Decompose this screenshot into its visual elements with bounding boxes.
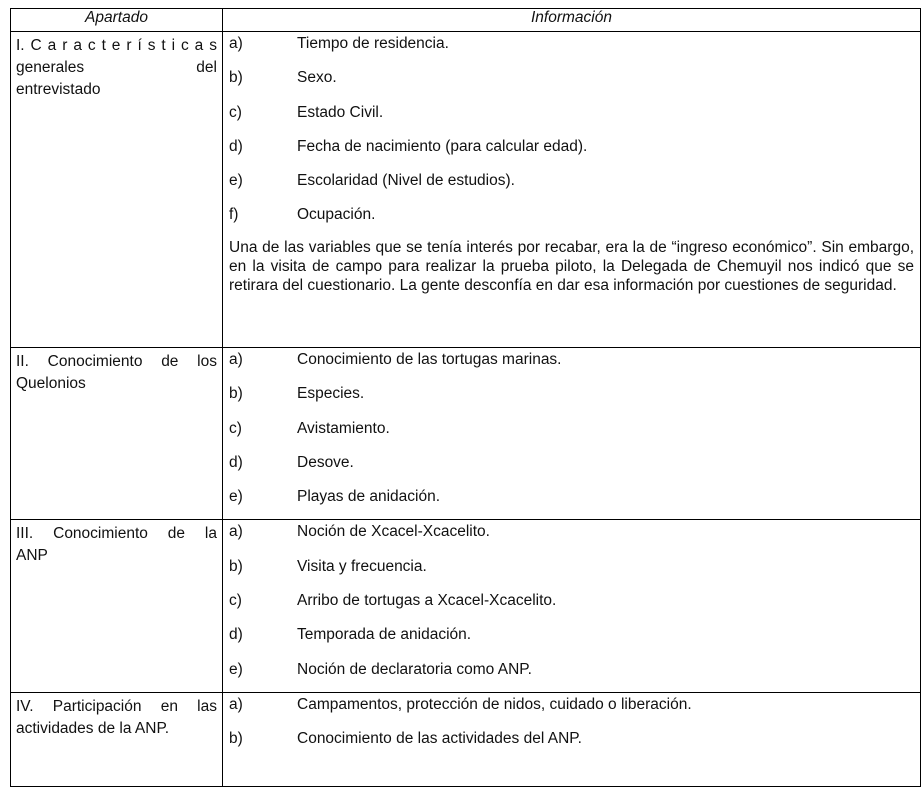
section-title-line: II. Conocimiento de los	[16, 353, 217, 370]
item-letter: e)	[229, 172, 243, 190]
section-title-line: IV. Participación en las	[16, 697, 217, 715]
section-row	[11, 692, 921, 786]
list-item	[223, 382, 920, 416]
header-apartado: Apartado	[11, 9, 223, 32]
list-item	[223, 417, 920, 451]
item-letter: c)	[229, 592, 242, 610]
section-note: Una de las variables que se tenía interés por recabar, era la de “ingreso económico”. Sin embargo, en la visita de campo para realizar la prueba piloto, la Delegada de Chemuyil nos indicó que se retirara del cuestionario. La gente desconfía en dar esa información por cuestiones de seguridad.	[229, 238, 914, 294]
section-title	[11, 520, 223, 692]
survey-structure-table	[10, 8, 921, 787]
item-letter: f)	[229, 206, 239, 224]
section-title-line: I. C a r a c t e r í s t i c a s	[16, 37, 217, 54]
item-letter: a)	[229, 523, 243, 541]
item-letter: d)	[229, 137, 243, 155]
section-title-line: generales del	[16, 59, 217, 76]
item-letter: a)	[229, 351, 243, 368]
section-row	[11, 348, 921, 520]
list-item	[223, 66, 920, 100]
item-text: Playas de anidación.	[297, 488, 441, 506]
item-letter: b)	[229, 557, 243, 575]
header-row	[11, 9, 921, 32]
list-item	[223, 727, 920, 761]
item-letter: d)	[229, 626, 243, 644]
list-item	[223, 623, 920, 657]
item-text: Desove.	[297, 453, 354, 471]
item-letter: a)	[229, 695, 243, 713]
list-item	[223, 203, 920, 237]
section-title-line: III. Conocimiento de la	[16, 525, 217, 543]
list-item	[223, 555, 920, 589]
item-text: Fecha de nacimiento (para calcular edad).	[297, 137, 588, 155]
item-letter: c)	[229, 103, 242, 121]
list-item	[223, 348, 920, 382]
item-letter: b)	[229, 69, 243, 87]
list-item	[223, 32, 920, 66]
item-letter: e)	[229, 660, 243, 678]
list-item	[223, 658, 920, 692]
item-letter: c)	[229, 419, 242, 437]
header-informacion: Información	[223, 9, 921, 32]
item-text: Campamentos, protección de nidos, cuidado o liberación.	[297, 695, 692, 713]
item-text: Noción de Xcacel-Xcacelito.	[297, 523, 490, 541]
section-title	[11, 692, 223, 786]
section-info	[223, 348, 921, 520]
section-title-line: actividades de la ANP.	[16, 719, 170, 737]
list-item	[223, 693, 920, 727]
section-row	[11, 520, 921, 692]
section-info	[223, 692, 921, 786]
list-item	[223, 485, 920, 519]
item-letter: d)	[229, 453, 243, 471]
item-letter: b)	[229, 385, 243, 403]
item-letter: a)	[229, 35, 243, 52]
item-text: Escolaridad (Nivel de estudios).	[297, 172, 515, 190]
section-info	[223, 520, 921, 692]
section-title-line: Quelonios	[16, 375, 86, 392]
section-info	[223, 32, 921, 348]
item-text: Especies.	[297, 385, 365, 403]
section-title	[11, 348, 223, 520]
item-text: Sexo.	[297, 69, 337, 87]
list-item	[223, 135, 920, 169]
item-text: Conocimiento de las tortugas marinas.	[297, 351, 562, 368]
list-item	[223, 589, 920, 623]
item-text: Visita y frecuencia.	[297, 557, 427, 575]
item-text: Ocupación.	[297, 206, 376, 224]
list-item	[223, 451, 920, 485]
item-text: Avistamiento.	[297, 419, 390, 437]
list-item	[223, 520, 920, 554]
item-text: Arribo de tortugas a Xcacel-Xcacelito.	[297, 592, 557, 610]
item-letter: e)	[229, 488, 243, 506]
section-title	[11, 32, 223, 348]
item-text: Tiempo de residencia.	[297, 35, 449, 52]
item-text: Estado Civil.	[297, 103, 384, 121]
list-item	[223, 101, 920, 135]
section-row	[11, 32, 921, 348]
item-letter: b)	[229, 730, 243, 748]
item-text: Temporada de anidación.	[297, 626, 472, 644]
section-title-line: entrevistado	[16, 81, 101, 98]
list-item	[223, 169, 920, 203]
section-title-line: ANP	[16, 547, 48, 565]
item-text: Noción de declaratoria como ANP.	[297, 660, 532, 678]
item-text: Conocimiento de las actividades del ANP.	[297, 730, 582, 748]
